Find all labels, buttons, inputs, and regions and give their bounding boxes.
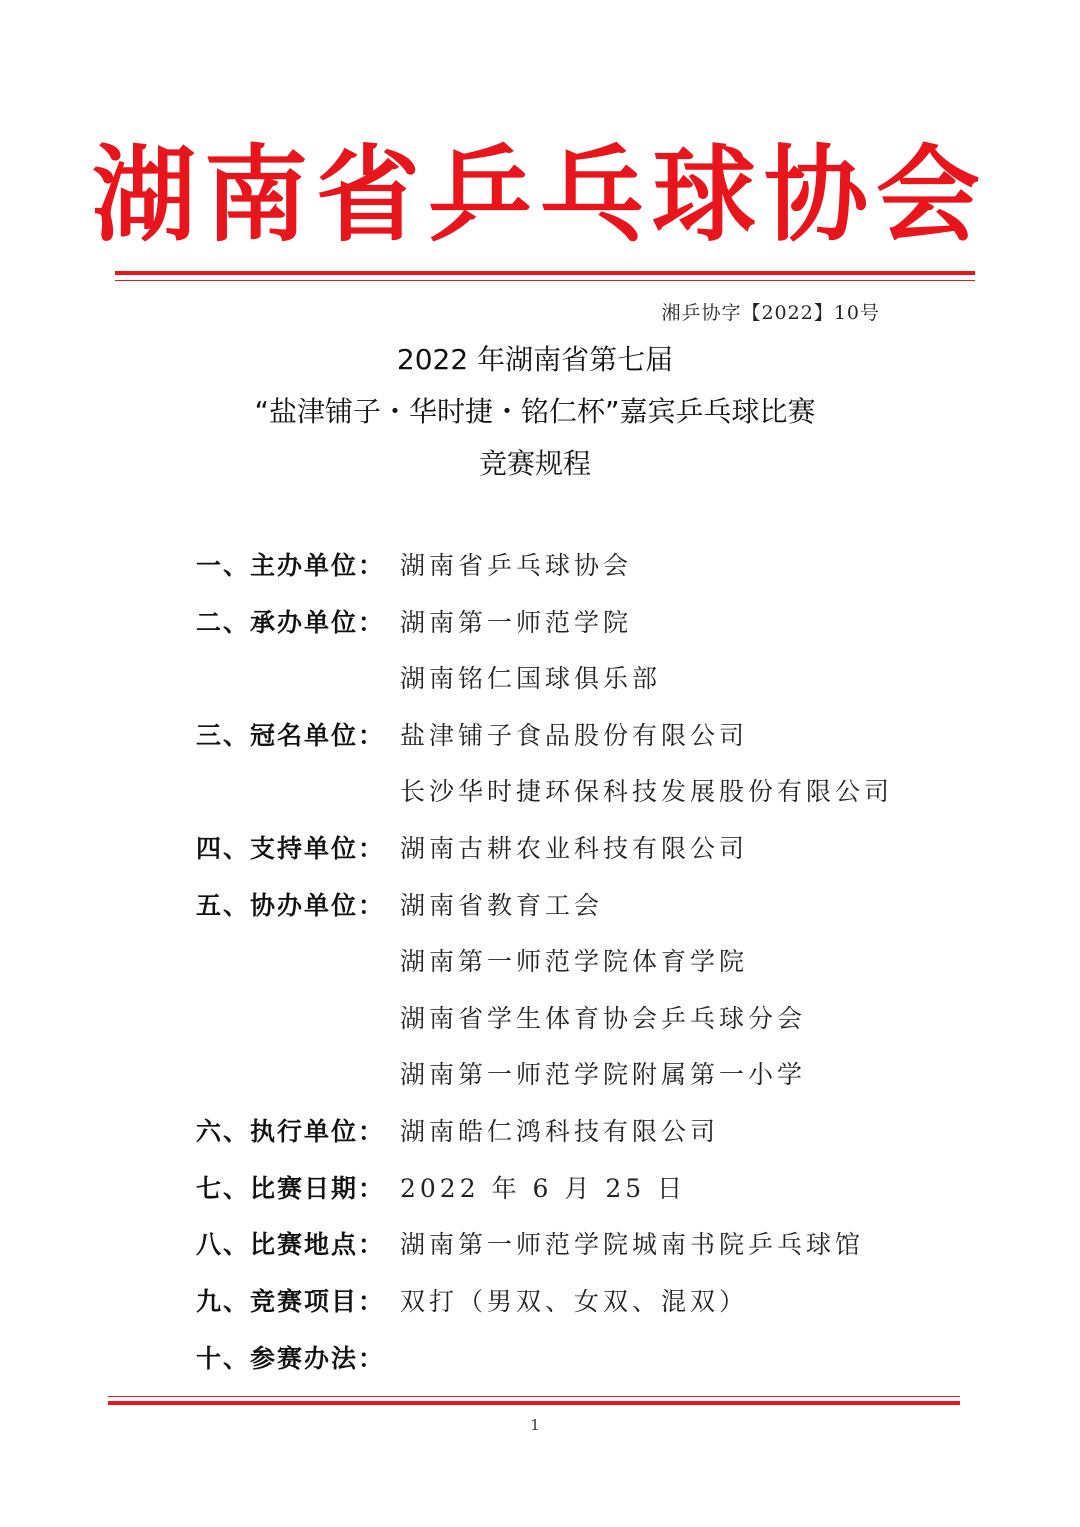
document-number: 湘乒协字【2022】10号 [661, 302, 880, 324]
section-label: 二、承办单位： [196, 608, 386, 637]
section-label: 十、参赛办法： [196, 1344, 386, 1373]
section-value: 湖南古耕农业科技有限公司 [400, 834, 749, 863]
page-number: 1 [530, 1416, 540, 1434]
section-label: 六、执行单位： [196, 1117, 386, 1146]
section-undertaker [0, 603, 1080, 643]
section-label: 一、主办单位： [196, 551, 386, 580]
section-value: 长沙华时捷环保科技发展股份有限公司 [400, 777, 894, 806]
section-co-organizer-cont [0, 999, 1080, 1039]
section-entry-method [0, 1339, 1080, 1379]
section-value: 湖南铭仁国球俱乐部 [400, 664, 662, 693]
title-line-3: 竞赛规程 [478, 447, 591, 480]
section-events [0, 1282, 1080, 1322]
section-co-organizer [0, 886, 1080, 926]
section-value: 湖南省学生体育协会乒乓球分会 [400, 1004, 807, 1033]
section-title-sponsor [0, 716, 1080, 756]
title-line-2: “盐津铺子・华时捷・铭仁杯”嘉宾乒乓球比赛 [254, 395, 816, 428]
footer-rule-thin [108, 1396, 960, 1397]
section-title-sponsor-cont [0, 772, 1080, 812]
section-executor [0, 1112, 1080, 1152]
section-value: 湖南第一师范学院体育学院 [400, 947, 749, 976]
section-value: 双打（男双、女双、混双） [400, 1287, 749, 1316]
header-rule-thin [115, 280, 975, 281]
footer-rule-thick [108, 1401, 960, 1405]
section-label: 四、支持单位： [196, 834, 386, 863]
title-line-1: 2022 年湖南省第七届 [396, 343, 674, 376]
section-venue [0, 1225, 1080, 1265]
section-value: 湖南第一师范学院城南书院乒乓球馆 [400, 1230, 865, 1259]
section-supporter [0, 829, 1080, 869]
section-label: 九、竞赛项目： [196, 1287, 386, 1316]
section-label: 七、比赛日期： [196, 1174, 386, 1203]
section-co-organizer-cont [0, 942, 1080, 982]
section-value: 湖南皓仁鸿科技有限公司 [400, 1117, 720, 1146]
section-organizer [0, 546, 1080, 586]
section-value: 湖南省乒乓球协会 [400, 551, 633, 580]
section-label: 三、冠名单位： [196, 721, 386, 750]
section-label: 五、协办单位： [196, 891, 386, 920]
section-date [0, 1169, 1080, 1209]
section-value: 湖南省教育工会 [400, 891, 604, 920]
section-value: 2022 年 6 月 25 日 [400, 1174, 687, 1203]
section-undertaker-cont [0, 659, 1080, 699]
section-value: 盐津铺子食品股份有限公司 [400, 721, 749, 750]
section-value: 湖南第一师范学院 [400, 608, 633, 637]
section-co-organizer-cont [0, 1055, 1080, 1095]
section-value: 湖南第一师范学院附属第一小学 [400, 1060, 807, 1089]
header-rule-thick [115, 271, 975, 275]
organization-masthead: 湖南省乒乓球协会 [91, 133, 988, 256]
section-label: 八、比赛地点： [196, 1230, 386, 1259]
